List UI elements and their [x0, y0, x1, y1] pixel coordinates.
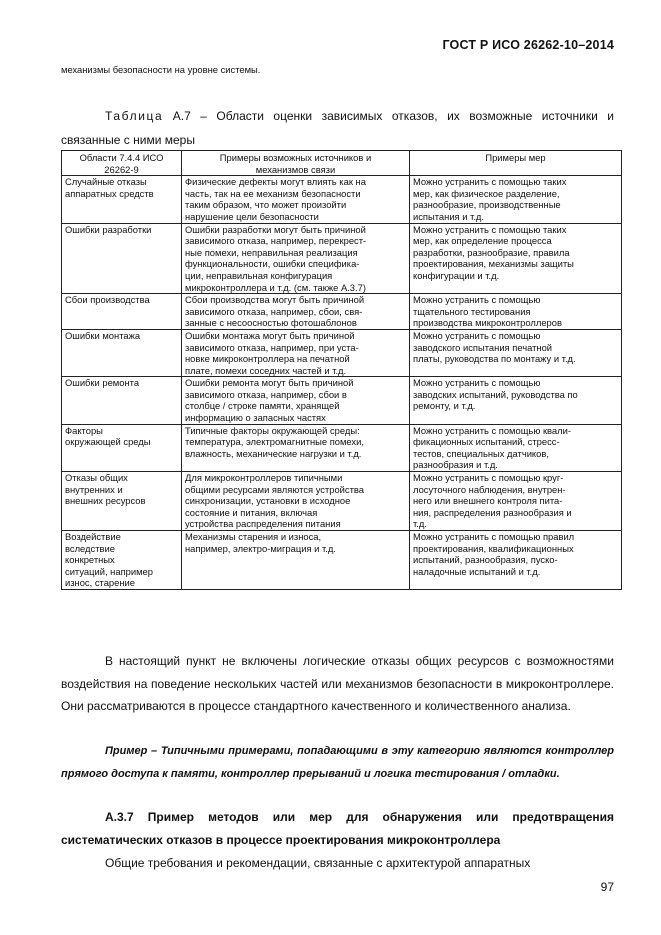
sources-cell: Физические дефекты могут влиять как на часть, так на ее механизм безопасности таким образом, что может произойти нарушение цели безопасности — [182, 176, 410, 223]
table-row — [62, 472, 622, 531]
area-cell: Ошибки разработки — [62, 223, 182, 294]
sources-cell: Ошибки монтажа могут быть причиной зависимого отказа, например, при уста- новке микроконтроллера на печатной плате, помехи соседних частей и т.д. — [182, 329, 410, 376]
table-row — [62, 294, 622, 330]
measures-cell: Можно устранить с помощью таких мер, как определение процесса разработки, разнообразие, правила проектирования, механизмы защиты конфигурации и т.д. — [410, 223, 622, 294]
measures-cell: Можно устранить с помощью правил проектирования, квалификационных испытаний, разнообразия, пуско- наладочные испытаний и т.д. — [410, 531, 622, 590]
measures-cell: Можно устранить с помощью таких мер, как физическое разделение, разнообразие, производственные испытания и т.д. — [410, 176, 622, 223]
table-row — [62, 377, 622, 424]
area-cell: Случайные отказы аппаратных средств — [62, 176, 182, 223]
paragraph-general-requirements: Общие требования и рекомендации, связанные с архитектурой аппаратных — [105, 856, 531, 870]
measures-cell: Можно устранить с помощью квали- фикационных испытаний, стресс- тестов, специальных датчиков, разнообразия и т.д. — [410, 424, 622, 471]
header-areas: Области 7.4.4 ИСО 26262-9 — [62, 151, 182, 176]
section-heading-a37: А.3.7 Пример методов или мер для обнаружения или предотвращения систематических отказов в процессе проектирования микроконтроллера — [61, 810, 614, 847]
table-row — [62, 424, 622, 471]
caption-text: А.7 – Области оценки зависимых отказов, их возможные источники и связанные с ними меры — [61, 109, 614, 147]
header-sources: Примеры возможных источников и механизмов связи — [182, 151, 410, 176]
table-row — [62, 531, 622, 590]
header-measures: Примеры мер — [410, 151, 622, 176]
measures-cell: Можно устранить с помощью тщательного тестирования производства микроконтроллеров — [410, 294, 622, 330]
measures-cell: Можно устранить с помощью круг- лосуточного наблюдения, внутрен- него или внешнего контроля пита- ния, распределения разнообразия и т.д. — [410, 472, 622, 531]
sources-cell: Типичные факторы окружающей среды: температура, электромагнитные помехи, влажность, механические нагрузки и т.д. — [182, 424, 410, 471]
table-row — [62, 223, 622, 294]
table-caption — [61, 104, 614, 152]
area-cell: Сбои производства — [62, 294, 182, 330]
measures-cell: Можно устранить с помощью заводских испытаний, руководства по ремонту, и т.д. — [410, 377, 622, 424]
area-cell: Ошибки ремонта — [62, 377, 182, 424]
lead-text: механизмы безопасности на уровне системы. — [61, 64, 261, 75]
area-cell: Отказы общих внутренних и внешних ресурсов — [62, 472, 182, 531]
sources-cell: Для микроконтроллеров типичными общими ресурсами являются устройства синхронизации, установки в исходное состояние и питания, включая устройства распределения питания — [182, 472, 410, 531]
area-cell: Воздействие вследствие конкретных ситуаций, например износ, старение — [62, 531, 182, 590]
table-row — [62, 176, 622, 223]
measures-cell: Можно устранить с помощью заводского испытания печатной платы, руководства по монтажу и т.д. — [410, 329, 622, 376]
page-number: 97 — [600, 880, 614, 894]
area-cell: Факторы окружающей среды — [62, 424, 182, 471]
dependent-failures-table — [61, 150, 622, 590]
table-header-row — [62, 151, 622, 176]
area-cell: Ошибки монтажа — [62, 329, 182, 376]
sources-cell: Ошибки разработки могут быть причиной зависимого отказа, например, перекрест- ные помехи, неправильная реализация функциональности, ошибки специфика- ции, неправильная конфигурация микроконтроллера и т.д. (см. также А.3.7) — [182, 223, 410, 294]
paragraph-logical-failures: В настоящий пункт не включены логические отказы общих ресурсов с возможностями воздействия на поведение нескольких частей или механизмов безопасности в микроконтроллере. Они рассматриваются в процессе стандартного качественного и количественного анализа. — [61, 654, 614, 713]
document-header: ГОСТ Р ИСО 26262-10–2014 — [442, 38, 614, 52]
sources-cell: Сбои производства могут быть причиной зависимого отказа, например, сбои, свя- занные с несоосностью фотошаблонов — [182, 294, 410, 330]
sources-cell: Механизмы старения и износа, например, электро-миграция и т.д. — [182, 531, 410, 590]
table-row — [62, 329, 622, 376]
caption-word: Таблица — [105, 109, 164, 123]
sources-cell: Ошибки ремонта могут быть причиной зависимого отказа, например, сбои в столбце / строке памяти, хранящей информацию о запасных частях — [182, 377, 410, 424]
example-paragraph: Пример – Типичными примерами, попадающими в эту категорию являются контроллер прямого доступа к памяти, контроллер прерываний и логика тестирования / отладки. — [61, 745, 614, 780]
